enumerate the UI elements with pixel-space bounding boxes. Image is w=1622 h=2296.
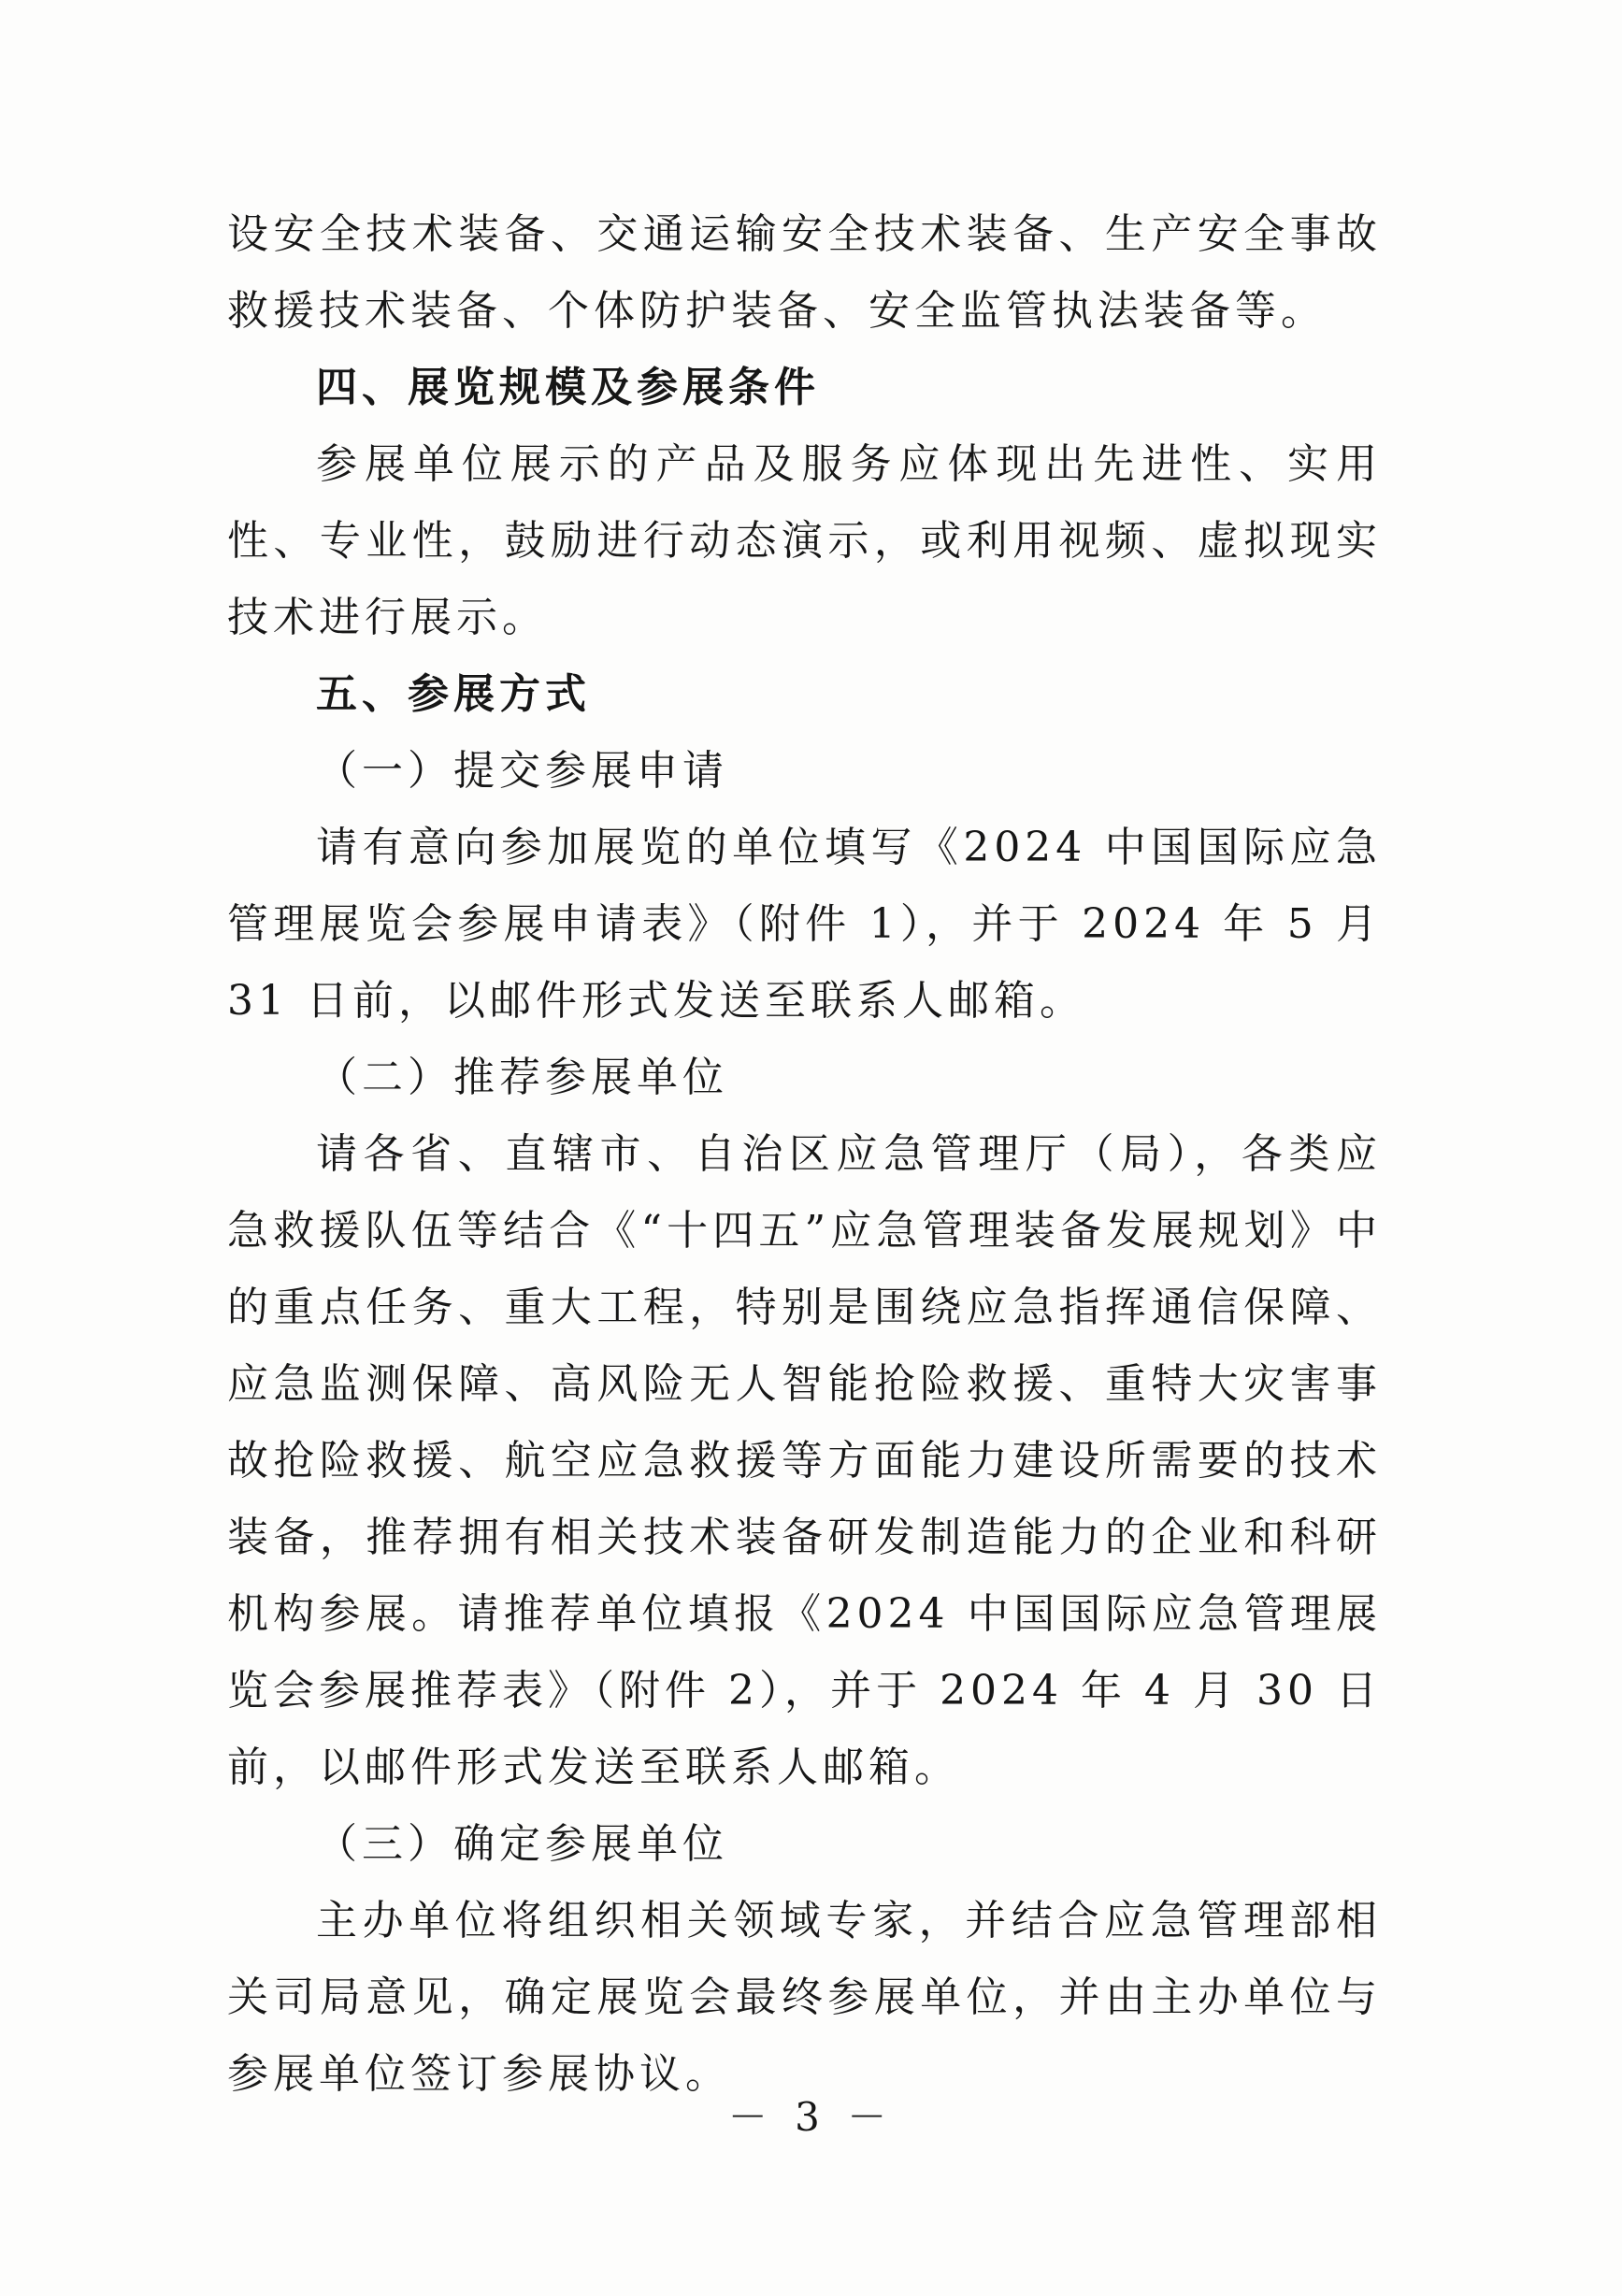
- subheading-confirm-exhibitors: （三）确定参展单位: [316, 1820, 728, 1868]
- paragraph-recommendation: 请各省、直辖市、自治区应急管理厅（局），各类应急救援队伍等结合《“十四五”应急管理装备发展规划》中的重点任务、重大工程，特别是围绕应急指挥通信保障、应急监测保障、高风险无人智能抢险救援、重特大灾害事故抢险救援、航空应急救援等方面能力建设所需要的技术装备，推荐拥有相关技术装备研发制造能力的企业和科研机构参展。请推荐单位填报《2024 中国国际应急管理展览会参展推荐表》（附件 2），并于 2024 年 4 月 30 日前，以邮件形式发送至联系人邮箱。: [227, 1130, 1382, 1791]
- paragraph-exhibition-conditions: 参展单位展示的产品及服务应体现出先进性、实用性、专业性，鼓励进行动态演示，或利用视频、虚拟现实技术进行展示。: [227, 440, 1382, 641]
- page-number: － 3 －: [727, 2094, 895, 2140]
- paragraph-equipment-list: 设安全技术装备、交通运输安全技术装备、生产安全事故救援技术装备、个体防护装备、安全监管执法装备等。: [227, 210, 1382, 335]
- subheading-submit-application: （一）提交参展申请: [316, 747, 728, 795]
- section-heading-5: 五、参展方式: [316, 670, 591, 718]
- subheading-recommend-exhibitors: （二）推荐参展单位: [316, 1054, 728, 1101]
- paragraph-application: 请有意向参加展览的单位填写《2024 中国国际应急管理展览会参展申请表》（附件 1），并于 2024 年 5 月 31 日前，以邮件形式发送至联系人邮箱。: [227, 824, 1382, 1025]
- section-heading-4: 四、展览规模及参展条件: [316, 364, 820, 411]
- document-body: [227, 196, 1382, 2113]
- paragraph-confirmation: 主办单位将组织相关领域专家，并结合应急管理部相关司局意见，确定展览会最终参展单位，并由主办单位与参展单位签订参展协议。: [227, 1897, 1382, 2098]
